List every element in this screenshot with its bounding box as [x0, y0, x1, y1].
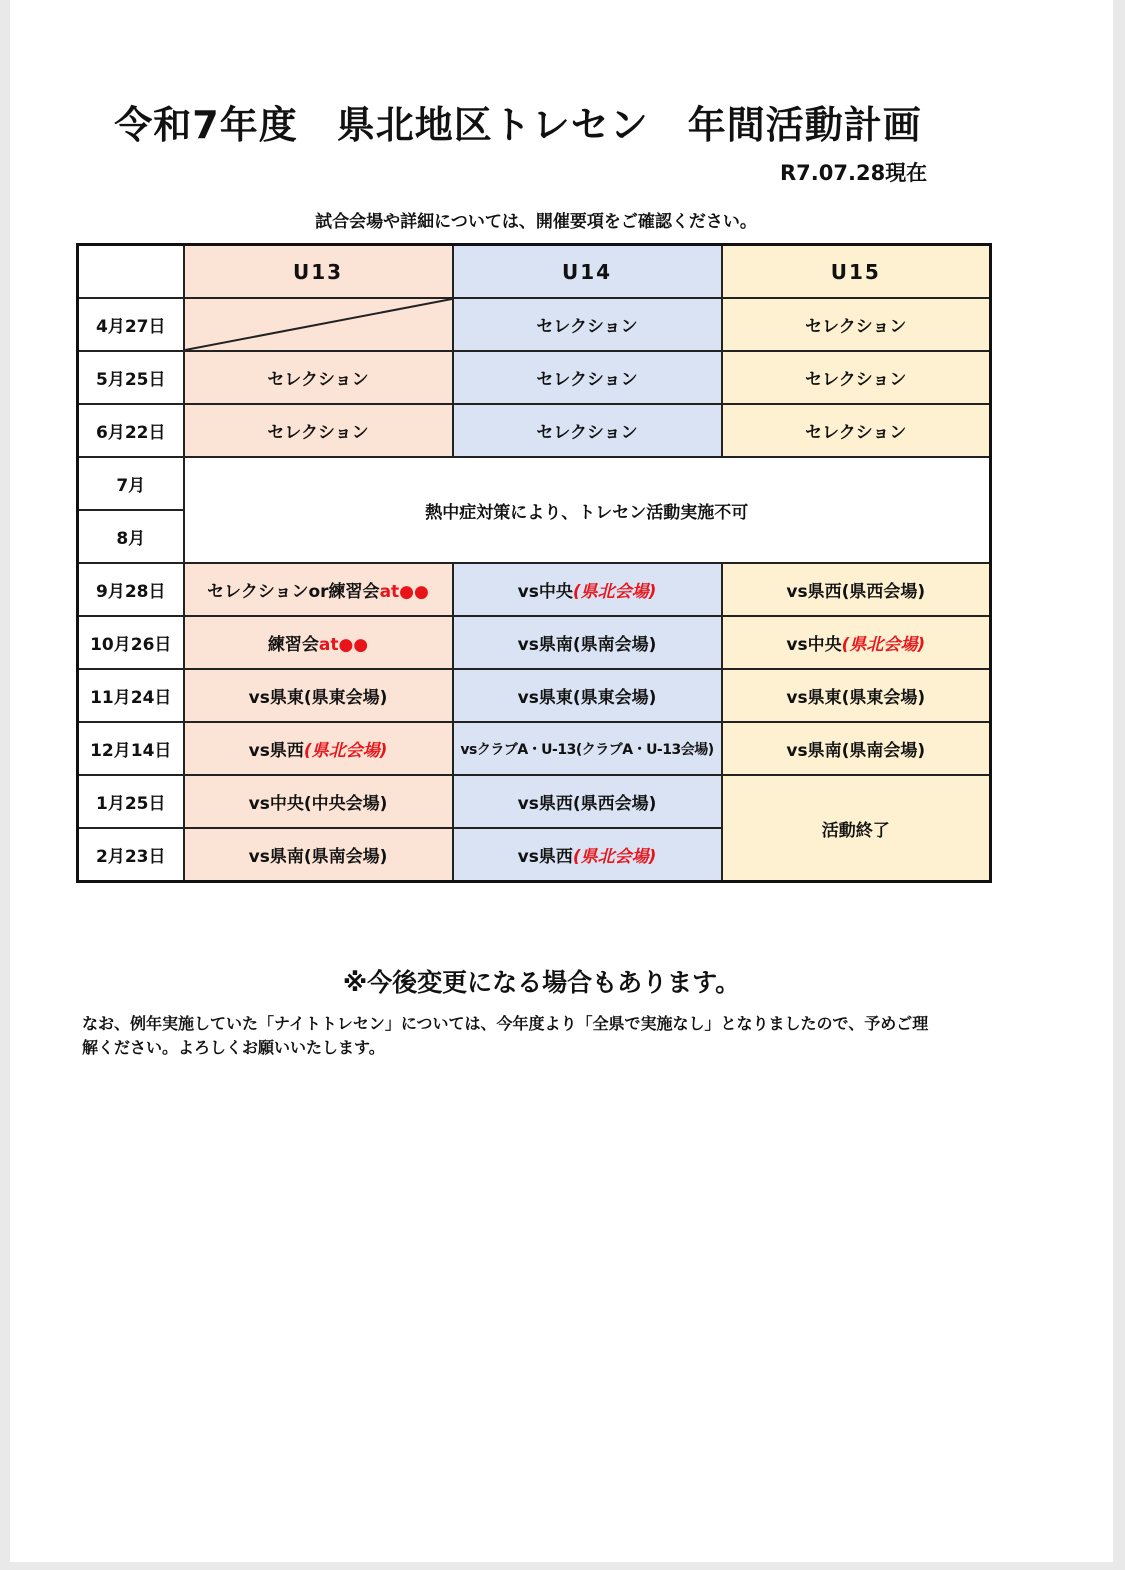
- table-row: [78, 563, 991, 616]
- cell-red-text: (県北会場): [841, 635, 926, 655]
- u14-cell: vs県西(県西会場): [453, 775, 722, 828]
- row-date: 2月23日: [78, 828, 184, 882]
- u13-cell: セレクション: [184, 404, 453, 457]
- u14-cell: セレクション: [453, 404, 722, 457]
- u14-cell: [453, 828, 722, 882]
- cell-main-text: vs中央: [786, 635, 842, 655]
- change-notice: ※今後変更になる場合もあります。: [342, 968, 741, 997]
- header-u15: U15: [722, 245, 991, 299]
- cell-red-text: at●●: [379, 582, 429, 602]
- u15-cell: セレクション: [722, 298, 991, 351]
- table-row: [78, 669, 991, 722]
- u13-cell: [184, 563, 453, 616]
- row-date: 1月25日: [78, 775, 184, 828]
- footer-line: なお、例年実施していた「ナイトトレセン」については、今年度より「全県で実施なし」となりましたので、予めご理: [82, 1014, 929, 1033]
- header-corner: [78, 245, 184, 299]
- row-date: 10月26日: [78, 616, 184, 669]
- diagonal-slash: [185, 299, 452, 350]
- row-date: 9月28日: [78, 563, 184, 616]
- u15-cell: vs県南(県南会場): [722, 722, 991, 775]
- as-of-date: R7.07.28現在: [780, 161, 928, 185]
- u14-cell: vsクラブA・U-13(クラブA・U-13会場): [453, 722, 722, 775]
- venue-note: 試合会場や詳細については、開催要項をご確認ください。: [315, 212, 757, 232]
- u13-cell: [184, 616, 453, 669]
- u13-cell: vs県南(県南会場): [184, 828, 453, 882]
- cell-red-text: (県北会場): [572, 582, 657, 602]
- row-date: 5月25日: [78, 351, 184, 404]
- schedule-table: [76, 243, 992, 883]
- row-date: 12月14日: [78, 722, 184, 775]
- cell-red-text: (県北会場): [303, 741, 388, 761]
- row-date: 8月: [78, 510, 184, 563]
- footer-line: 解ください。よろしくお願いいたします。: [82, 1038, 385, 1057]
- table-row: [78, 722, 991, 775]
- u14-cell: セレクション: [453, 351, 722, 404]
- u13-cell: セレクション: [184, 351, 453, 404]
- header-u14: U14: [453, 245, 722, 299]
- table-row: [78, 351, 991, 404]
- table-row: [78, 616, 991, 669]
- document-page: [10, 0, 1113, 1562]
- u14-cell: [453, 563, 722, 616]
- table-row: [78, 775, 991, 828]
- u13-cell: vs中央(中央会場): [184, 775, 453, 828]
- u13-cell: vs県東(県東会場): [184, 669, 453, 722]
- u15-cell: セレクション: [722, 351, 991, 404]
- u15-cell: vs県西(県西会場): [722, 563, 991, 616]
- cell-main-text: vs中央: [517, 582, 573, 602]
- u15-cell: [722, 616, 991, 669]
- cell-main-text: vs県西: [517, 847, 573, 867]
- row-date: 11月24日: [78, 669, 184, 722]
- u14-cell: vs県東(県東会場): [453, 669, 722, 722]
- table-row: [78, 404, 991, 457]
- u13-cell: [184, 722, 453, 775]
- header-u13: U13: [184, 245, 453, 299]
- cell-main-text: 練習会: [267, 635, 319, 655]
- row-date: 4月27日: [78, 298, 184, 351]
- table-header-row: [78, 245, 991, 299]
- table-row: [78, 298, 991, 351]
- table-row: [78, 457, 991, 510]
- cell-red-text: at●●: [318, 635, 369, 655]
- u14-cell: vs県南(県南会場): [453, 616, 722, 669]
- cell-main-text: vs県西: [248, 741, 304, 761]
- summer-suspension-note: 熱中症対策により、トレセン活動実施不可: [184, 457, 991, 563]
- cell-red-text: (県北会場): [572, 847, 657, 867]
- cell-main-text: セレクションor練習会: [207, 582, 380, 602]
- row-date: 6月22日: [78, 404, 184, 457]
- u15-cell: vs県東(県東会場): [722, 669, 991, 722]
- u14-cell: セレクション: [453, 298, 722, 351]
- u13-no-activity-cell: [184, 298, 453, 351]
- page-title: 令和7年度 県北地区トレセン 年間活動計画: [114, 103, 922, 147]
- footer-note: [82, 1012, 982, 1060]
- u15-cell: セレクション: [722, 404, 991, 457]
- u15-season-end-cell: 活動終了: [722, 775, 991, 882]
- row-date: 7月: [78, 457, 184, 510]
